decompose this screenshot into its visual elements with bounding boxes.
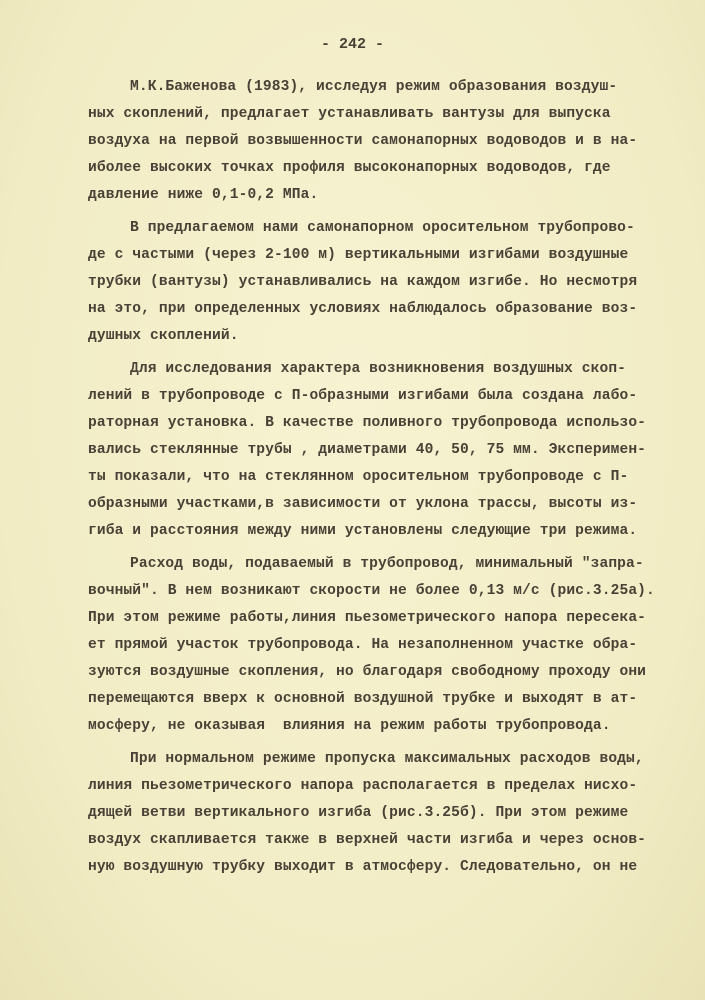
document-body [88, 74, 655, 887]
text-line: зуются воздушные скопления, но благодаря свободному проходу они [88, 664, 647, 680]
paragraph [88, 215, 648, 350]
text-line: линия пьезометрического напора располагается в пределах нисхо- [88, 778, 638, 794]
text-line: ет прямой участок трубопровода. На незаполненном участке обра- [88, 637, 638, 653]
text-line: на это, при определенных условиях наблюдалось образование воз- [88, 301, 638, 317]
paragraph [88, 356, 648, 545]
text-line: воздуха на первой возвышенности самонапорных водоводов и в на- [88, 133, 638, 149]
paragraph [88, 74, 648, 209]
text-line: вались стеклянные трубы , диаметрами 40, 50, 75 мм. Эксперимен- [88, 442, 647, 458]
text-line: перемещаются вверх к основной воздушной трубке и выходят в ат- [88, 691, 638, 707]
text-line: мосферу, не оказывая влияния на режим работы трубопровода. [88, 718, 611, 734]
text-line: де с частыми (через 2-100 м) вертикальными изгибами воздушные [88, 247, 629, 263]
paragraph [88, 746, 648, 881]
text-line: лений в трубопроводе с П-образными изгибами была создана лабо- [88, 388, 638, 404]
text-line: трубки (вантузы) устанавливались на каждом изгибе. Но несмотря [88, 274, 638, 290]
page-number: - 242 - [320, 36, 384, 53]
text-line: гиба и расстояния между ними установлены следующие три режима. [88, 523, 638, 539]
text-line: В предлагаемом нами самонапорном оросительном трубопрово- [130, 220, 635, 236]
text-line: дящей ветви вертикального изгиба (рис.3.25б). При этом режиме [88, 805, 629, 821]
text-line: воздух скапливается также в верхней части изгиба и через основ- [88, 832, 647, 848]
text-line: иболее высоких точках профиля высоконапорных водоводов, где [88, 160, 611, 176]
text-line: давление ниже 0,1-0,2 МПа. [88, 187, 319, 203]
text-line: Расход воды, подаваемый в трубопровод, минимальный "запра- [130, 556, 644, 572]
paragraph [88, 551, 655, 740]
text-line: При нормальном режиме пропуска максимальных расходов воды, [130, 751, 644, 767]
text-line: образными участками,в зависимости от уклона трассы, высоты из- [88, 496, 638, 512]
text-line: ных скоплений, предлагает устанавливать вантузы для выпуска [88, 106, 611, 122]
text-line: ную воздушную трубку выходит в атмосферу. Следовательно, он не [88, 859, 638, 875]
text-line: раторная установка. В качестве поливного трубопровода использо- [88, 415, 647, 431]
text-line: ты показали, что на стеклянном оросительном трубопроводе с П- [88, 469, 629, 485]
text-line: При этом режиме работы,линия пьезометрического напора пересека- [88, 610, 647, 626]
text-line: М.К.Баженова (1983), исследуя режим образования воздуш- [130, 79, 618, 95]
text-line: Для исследования характера возникновения воздушных скоп- [130, 361, 627, 377]
text-line: душных скоплений. [88, 328, 239, 344]
text-line: вочный". В нем возникают скорости не более 0,13 м/с (рис.3.25а). [88, 583, 655, 599]
